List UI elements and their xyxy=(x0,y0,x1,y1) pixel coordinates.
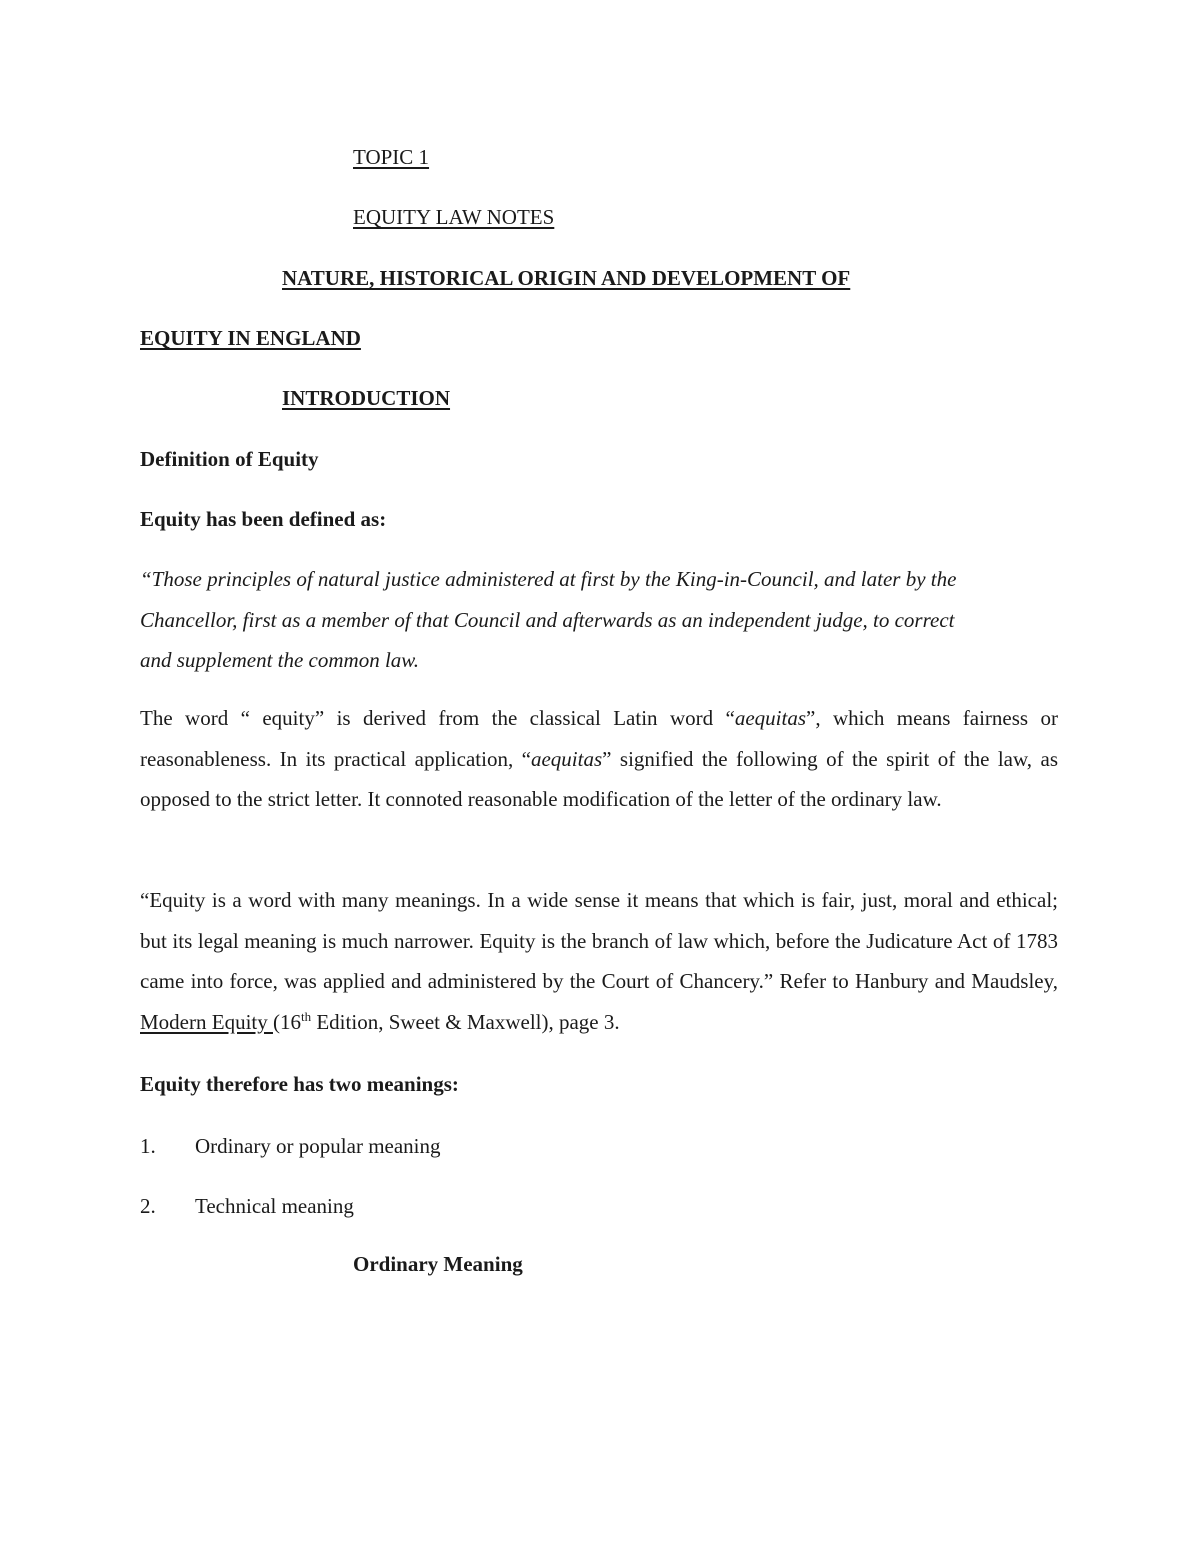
list-item-number: 2. xyxy=(140,1194,156,1218)
list-item-text: Ordinary or popular meaning xyxy=(195,1134,441,1158)
main-heading-line1: NATURE, HISTORICAL ORIGIN AND DEVELOPMENT OF xyxy=(282,266,851,290)
definition-quote-line3: and supplement the common law. xyxy=(140,648,419,672)
latin-term-aequitas-2: aequitas xyxy=(530,746,603,771)
topic-label: TOPIC 1 xyxy=(353,145,430,169)
two-meanings-heading: Equity therefore has two meanings: xyxy=(140,1072,459,1096)
reference-edition: (16 xyxy=(272,1009,301,1034)
list-item xyxy=(140,1134,441,1159)
etymology-text-2: ”, which means fairness or reasonableness. In its practical application, “ xyxy=(140,706,1058,771)
ordinary-meaning-heading: Ordinary Meaning xyxy=(353,1252,523,1276)
latin-term-aequitas: aequitas xyxy=(734,706,807,730)
defined-as-heading: Equity has been defined as: xyxy=(140,507,387,531)
introduction-heading: INTRODUCTION xyxy=(282,386,451,410)
meanings-quote: “Equity is a word with many meanings. In a wide sense it means that which is fair, just, moral and ethical; but its legal meaning is much narrower. Equity is the branch of law which, before the Judicature Act of 1783 came into force, was applied and administered by the Court of Chancery.” xyxy=(140,888,1058,993)
etymology-text-3: ” signified the following of the spirit of the law, as opposed to the strict letter. It connoted reasonable modification of the letter of the ordinary law. xyxy=(140,746,1058,811)
main-heading-line2: EQUITY IN ENGLAND xyxy=(140,326,361,350)
reference-book-title: Modern Equity xyxy=(140,1009,273,1034)
list-item xyxy=(140,1194,354,1219)
reference-rest: Edition, Sweet & Maxwell), page 3. xyxy=(311,1009,620,1034)
list-item-text: Technical meaning xyxy=(195,1194,354,1218)
reference-prefix: Refer to Hanbury and Maudsley, xyxy=(779,969,1058,993)
etymology-text-1: The word “ equity” is derived from the classical Latin word “ xyxy=(140,706,735,730)
reference-edition-suffix: th xyxy=(300,1008,312,1024)
definition-heading: Definition of Equity xyxy=(140,447,319,471)
list-item-number: 1. xyxy=(140,1134,156,1158)
notes-title: EQUITY LAW NOTES xyxy=(353,205,555,229)
etymology-paragraph xyxy=(140,698,1058,820)
definition-quote-line2: Chancellor, first as a member of that Council and afterwards as an independent judge, to correct xyxy=(140,608,955,632)
meanings-paragraph xyxy=(140,880,1058,1042)
definition-quote-line1: “Those principles of natural justice administered at first by the King-in-Council, and later by the xyxy=(140,567,957,591)
